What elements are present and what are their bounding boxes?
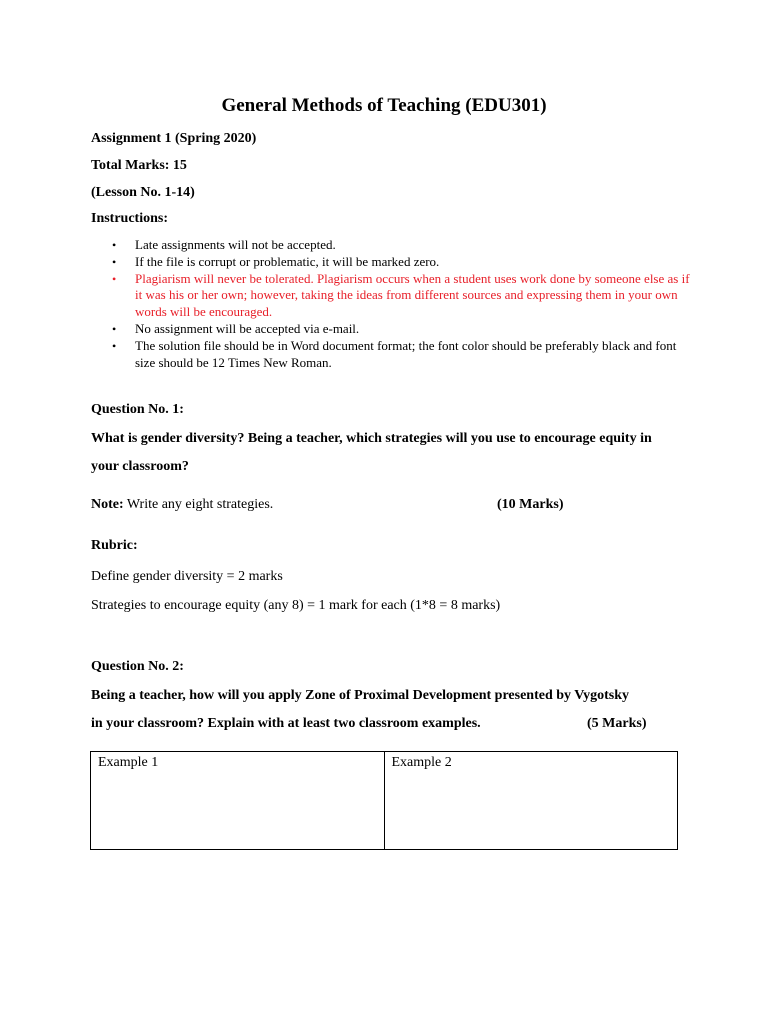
question2-marks: (5 Marks) [587, 716, 647, 731]
question1-note [91, 496, 273, 514]
instructions-heading: Instructions: [91, 211, 169, 226]
instruction-item [91, 321, 691, 338]
instruction-item-plagiarism [91, 271, 691, 321]
instruction-text: The solution file should be in Word document format; the font color should be preferably black and font size should be 12 Times New Roman. [135, 337, 677, 370]
bullet-icon: • [112, 271, 117, 286]
instruction-item [91, 237, 691, 254]
question2-heading: Question No. 2: [91, 659, 184, 674]
question2-text-line1: Being a teacher, how will you apply Zone of Proximal Development presented by Vygotsky [91, 688, 629, 703]
note-label: Note: [91, 497, 124, 512]
instruction-text: If the file is corrupt or problematic, it will be marked zero. [135, 253, 440, 269]
assignment-label: Assignment 1 (Spring 2020) [91, 131, 257, 146]
instructions-list [91, 237, 691, 371]
question1-heading: Question No. 1: [91, 402, 184, 417]
question1-text: What is gender diversity? Being a teacher, which strategies will you use to encourage equity in your classroom? [91, 431, 652, 474]
instruction-item [91, 254, 691, 271]
instruction-text: No assignment will be accepted via e-mail. [135, 320, 360, 336]
rubric-heading: Rubric: [91, 538, 138, 553]
note-text: Write any eight strategies. [123, 497, 274, 512]
question2-text-line2: in your classroom? Explain with at least two classroom examples. [91, 716, 481, 731]
document-title: General Methods of Teaching (EDU301) [221, 95, 547, 116]
question1-marks: (10 Marks) [497, 497, 564, 512]
rubric-item: Strategies to encourage equity (any 8) = 1 mark for each (1*8 = 8 marks) [91, 598, 501, 613]
bullet-icon: • [112, 338, 117, 353]
bullet-icon: • [112, 254, 117, 269]
lessons-label: (Lesson No. 1-14) [91, 185, 195, 200]
example-2-cell: Example 2 [384, 752, 678, 849]
instruction-text: Late assignments will not be accepted. [135, 237, 336, 252]
examples-table [90, 751, 678, 850]
rubric-item: Define gender diversity = 2 marks [91, 569, 283, 584]
example-1-cell: Example 1 [98, 755, 159, 770]
instruction-text: Plagiarism will never be tolerated. Plagiarism occurs when a student uses work done by someone else as if it was his or her own; however, taking the ideas from different sources and expressing them in your own words will be encouraged. [135, 270, 690, 320]
instruction-item [91, 338, 691, 372]
total-marks-label: Total Marks: 15 [91, 158, 187, 173]
bullet-icon: • [112, 321, 117, 336]
bullet-icon: • [112, 238, 117, 252]
